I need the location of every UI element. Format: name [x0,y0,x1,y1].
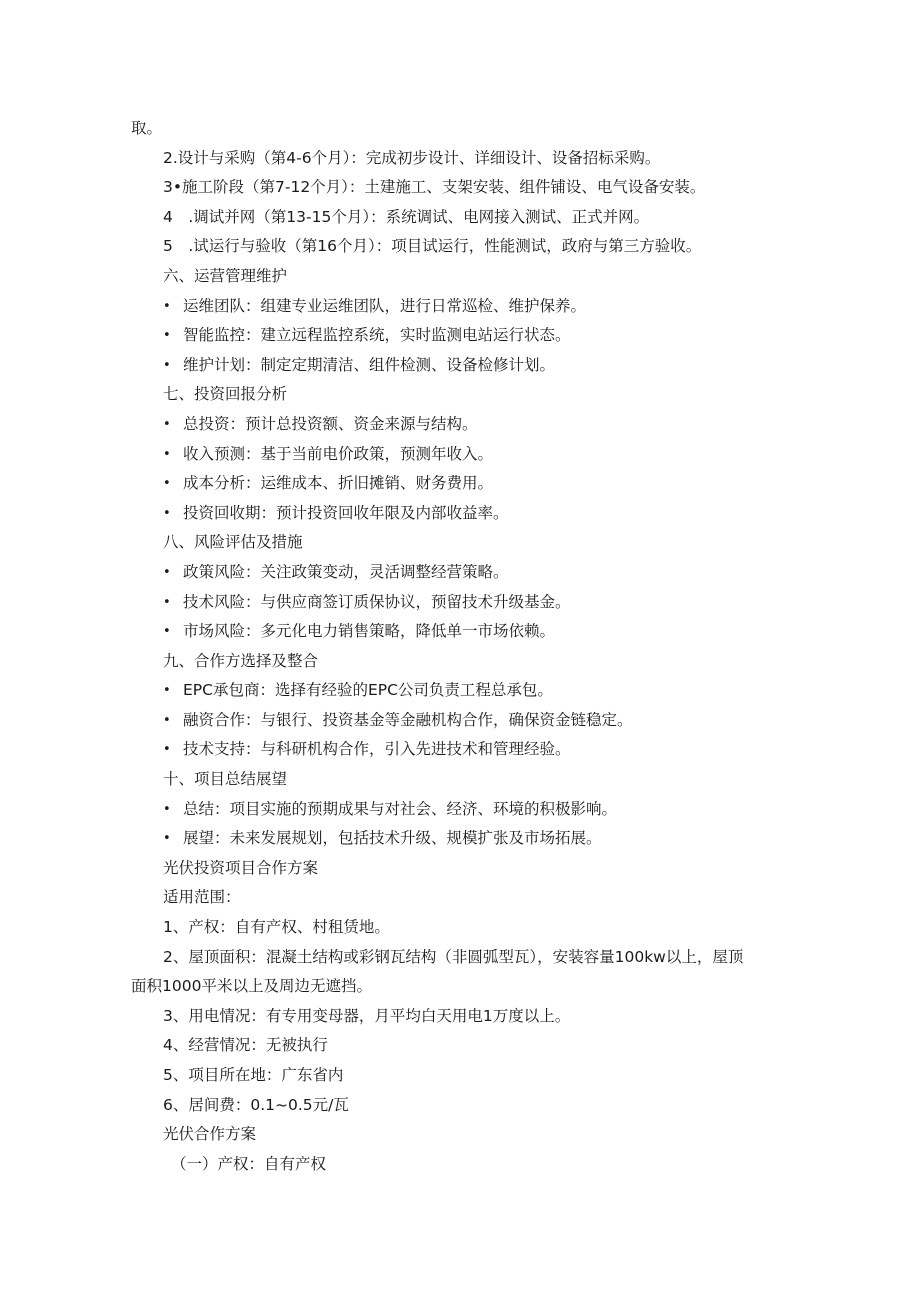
bullet-icon: • [163,683,171,699]
schedule-item-4: 4 .调试并网（第13-15个月）：系统调试、电网接入测试、正式并网。 [163,207,650,226]
list-item [131,469,791,499]
list-item [131,321,791,351]
bullet-icon: • [163,357,171,373]
cooperation-item-1: （一）产权：自有产权 [171,1154,327,1173]
list-item-text: 总投资：预计总投资额、资金来源与结构。 [183,414,478,433]
scope-item-4: 4、经营情况：无被执行 [163,1036,328,1055]
list-item-text: 技术风险：与供应商签订质保协议，预留技术升级基金。 [183,592,571,611]
scope-item-5: 5、项目所在地：广东省内 [163,1066,344,1084]
cooperation-plan-heading: 光伏合作方案 [163,1125,257,1144]
list-item-text: 运维团队：组建专业运维团队，进行日常巡检、维护保养。 [183,296,587,315]
bullet-icon: • [163,624,171,640]
list-item-text: 市场风险：多元化电力销售策略，降低单一市场依赖。 [183,622,556,641]
section-heading-risk: 八、风险评估及措施 [163,533,303,552]
scope-item-6: 6、居间费：0.1~0.5元/瓦 [163,1095,349,1114]
list-item-text: 收入预测：基于当前电价政策，预测年收入。 [183,444,494,463]
scope-heading: 适用范围： [163,888,241,907]
list-item-text: 展望：未来发展规划，包括技术升级、规模扩张及市场拓展。 [183,829,602,848]
list-item [131,410,791,440]
list-item-text: 成本分析：运维成本、折旧摊销、财务费用。 [183,474,494,493]
scope-item-2: 2、屋顶面积：混凝土结构或彩钢瓦结构（非圆弧型瓦），安装容量100kw以上，屋顶 [163,947,744,966]
list-item [131,617,791,647]
bullet-icon: • [163,328,171,344]
schedule-item-3: 3•施工阶段（第7-12个月）：土建施工、支架安装、组件铺设、电气设备安装。 [163,178,706,197]
bullet-icon: • [163,801,171,817]
list-item [131,706,791,736]
paragraph-continuation: 取。 [131,119,163,137]
bullet-icon: • [163,564,171,580]
list-item-text: 技术支持：与科研机构合作，引入先进技术和管理经验。 [183,740,571,759]
bullet-icon: • [163,712,171,728]
section-heading-operations: 六、运营管理维护 [163,266,288,285]
scope-item-3: 3、用电情况：有专用变母器，月平均白天用电1万度以上。 [163,1006,571,1025]
section-heading-partners: 九、合作方选择及整合 [163,651,319,670]
list-item [131,351,791,381]
bullet-icon: • [163,742,171,758]
list-item-text: 融资合作：与银行、投资基金等金融机构合作，确保资金链稳定。 [183,710,633,729]
bullet-icon: • [163,594,171,610]
bullet-icon: • [163,831,171,847]
list-item [131,558,791,588]
list-item-text: 智能监控：建立远程监控系统，实时监测电站运行状态。 [183,326,571,345]
list-item [131,676,791,706]
plan-title: 光伏投资项目合作方案 [163,858,319,877]
list-item-text: 政策风险：关注政策变动，灵活调整经营策略。 [183,562,509,581]
list-item [131,499,791,529]
bullet-icon: • [163,505,171,521]
section-heading-summary: 十、项目总结展望 [163,770,288,789]
schedule-item-2: 2.设计与采购（第4-6个月）：完成初步设计、详细设计、设备招标采购。 [163,148,661,167]
bullet-icon: • [163,416,171,432]
list-item-text: EPC承包商：选择有经验的EPC公司负责工程总承包。 [183,681,553,700]
list-item [131,795,791,825]
list-item-text: 总结：项目实施的预期成果与对社会、经济、环境的积极影响。 [183,799,618,818]
bullet-icon: • [163,446,171,462]
schedule-item-5: 5 .试运行与验收（第16个月）：项目试运行，性能测试，政府与第三方验收。 [163,237,702,256]
bullet-icon: • [163,298,171,314]
document-body [131,114,791,1179]
scope-item-1: 1、产权：自有产权、村租赁地。 [163,918,390,937]
list-item [131,735,791,765]
list-item [131,292,791,322]
scope-item-2-continuation: 面积1000平米以上及周边无遮挡。 [131,977,372,996]
list-item-text: 维护计划：制定定期清洁、组件检测、设备检修计划。 [183,355,556,374]
list-item [131,588,791,618]
bullet-icon: • [163,476,171,492]
list-item-text: 投资回收期：预计投资回收年限及内部收益率。 [183,503,509,522]
list-item [131,440,791,470]
section-heading-investment: 七、投资回报分析 [163,385,288,404]
list-item [131,824,791,854]
